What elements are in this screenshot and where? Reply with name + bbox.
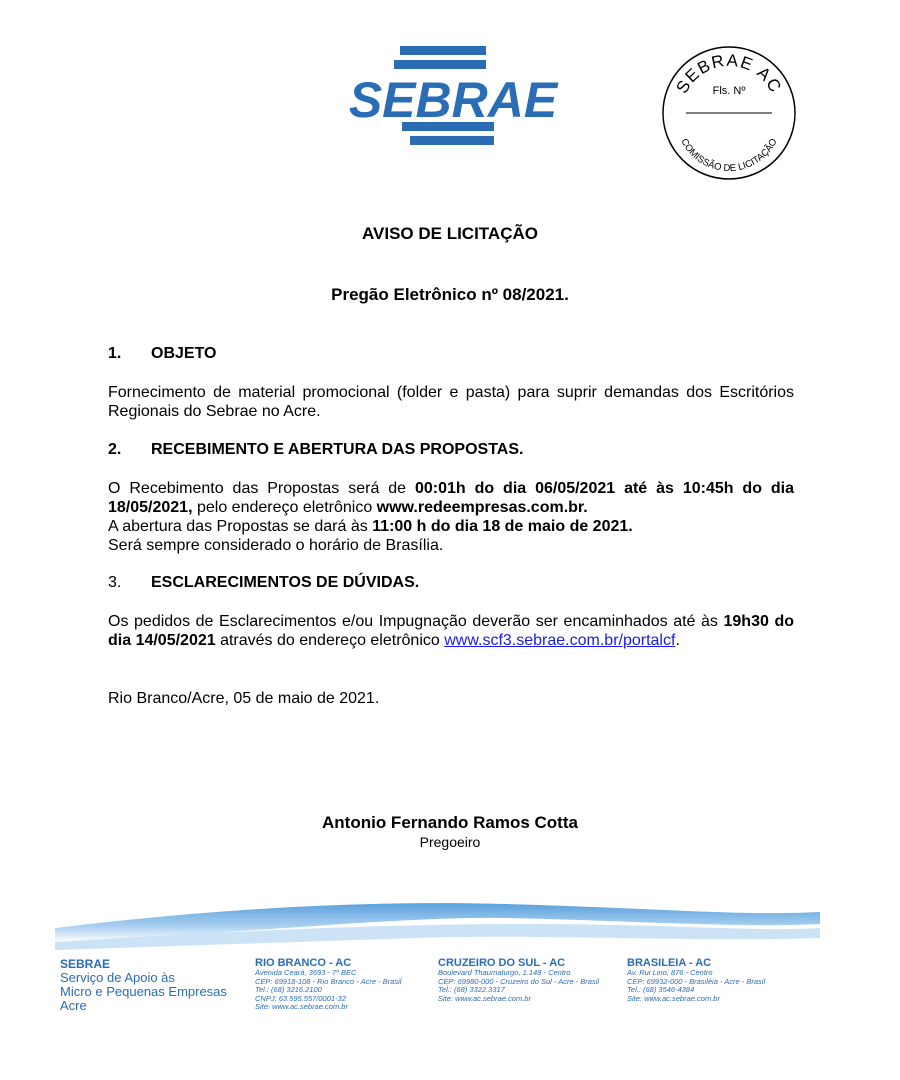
recebimento-text-2: pelo endereço eletrônico (192, 499, 377, 516)
footer-org-line3: Acre (60, 998, 87, 1013)
abertura-line (108, 517, 794, 536)
footer-office-cruzeiro-do-sul (438, 957, 628, 1003)
footer-office-brasileia (627, 957, 802, 1003)
signatory-name: Antonio Fernando Ramos Cotta (322, 813, 578, 832)
office-line: Site: www.ac.sebrae.com.br (255, 1002, 348, 1012)
footer-org-line1: Serviço de Apoio às (60, 970, 175, 985)
logo-text: SEBRAE (348, 72, 558, 128)
office-line: CEP: 69980-000 - Cruzeiro do Sul - Acre - Brasil (438, 976, 600, 986)
office-line: CEP: 69932-000 - Brasiléia - Acre - Brasil (627, 976, 766, 986)
section-3-title: ESCLARECIMENTOS DE DÚVIDAS. (151, 574, 420, 591)
portal-link[interactable]: www.scf3.sebrae.com.br/portalcf (444, 632, 676, 649)
office-title: CRUZEIRO DO SUL - AC (438, 957, 566, 969)
office-line: Tel.: (68) 3322.3317 (438, 985, 505, 995)
office-line: Tel.: (68) 3546-4384 (627, 985, 695, 995)
recebimento-dates: 00:01h do dia 06/05/2021 até às 10:45h do dia 18/05/2021, (108, 480, 794, 516)
stamp-top-text: SEBRAE AC (672, 50, 786, 97)
footer-org-name: SEBRAE (60, 957, 111, 971)
office-line: Site: www.ac.sebrae.com.br (438, 993, 531, 1003)
section-2-title: RECEBIMENTO E ABERTURA DAS PROPOSTAS. (151, 441, 524, 458)
abertura-text: A abertura das Propostas se dará às (108, 518, 373, 535)
document-title: AVISO DE LICITAÇÃO (362, 224, 538, 243)
signatory-role: Pregoeiro (419, 834, 481, 850)
place-date: Rio Branco/Acre, 05 de maio de 2021. (108, 690, 380, 707)
document-subtitle: Pregão Eletrônico nº 08/2021. (331, 285, 569, 304)
stamp-middle-text: Fls. Nº (712, 85, 746, 97)
office-title: BRASILEIA - AC (627, 957, 712, 969)
horario-line: Será sempre considerado o horário de Brasília. (108, 537, 444, 554)
footer-office-rio-branco (255, 957, 435, 1012)
recebimento-site: www.redeempresas.com.br. (376, 499, 588, 516)
objeto-paragraph: Fornecimento de material promocional (folder e pasta) para suprir demandas dos Escritórios Regionais do Sebrae no Acre. (108, 384, 794, 420)
office-line: Av. Rui Lino, 876 - Centro (627, 968, 713, 977)
stamp-bottom-text: COMISSÃO DE LICITAÇÃO (678, 136, 780, 175)
section-1-number: 1. (108, 345, 122, 362)
esclarecimentos-paragraph (108, 612, 794, 650)
office-line: Boulevard Thaumaturgo, 1.148 - Centro (438, 968, 571, 977)
office-line: CNPJ: 63.595.557/0001-32 (255, 993, 346, 1003)
office-line: Avenida Ceará, 3693 - 7º BEC (255, 968, 357, 977)
sebrae-logo (348, 44, 558, 156)
recebimento-paragraph (108, 479, 794, 517)
office-title: RIO BRANCO - AC (255, 957, 352, 969)
section-2-number: 2. (108, 441, 122, 458)
section-3-number: 3. (108, 574, 122, 591)
esclarecimentos-text-2: através do endereço eletrônico (215, 632, 445, 649)
footer-wave-decoration (55, 880, 820, 950)
footer-org-line2: Micro e Pequenas Empresas (60, 984, 227, 999)
recebimento-text-1: O Recebimento das Propostas será de (108, 480, 415, 497)
office-line: CEP: 69918-108 - Rio Branco - Acre - Brasil (255, 976, 402, 986)
esclarecimentos-deadline: 19h30 do dia 14/05/2021 (108, 613, 794, 649)
office-line: Site: www.ac.sebrae.com.br (627, 993, 720, 1003)
commission-stamp (660, 44, 798, 182)
section-1-title: OBJETO (151, 345, 217, 362)
esclarecimentos-text-1: Os pedidos de Esclarecimentos e/ou Impugnação deverão ser encaminhados até às (108, 613, 724, 630)
abertura-date: 11:00 h do dia 18 de maio de 2021. (372, 518, 633, 535)
footer-org (60, 957, 250, 1013)
esclarecimentos-text-3: . (675, 632, 680, 649)
office-line: Tel.: (68) 3216.2100 (255, 985, 322, 995)
